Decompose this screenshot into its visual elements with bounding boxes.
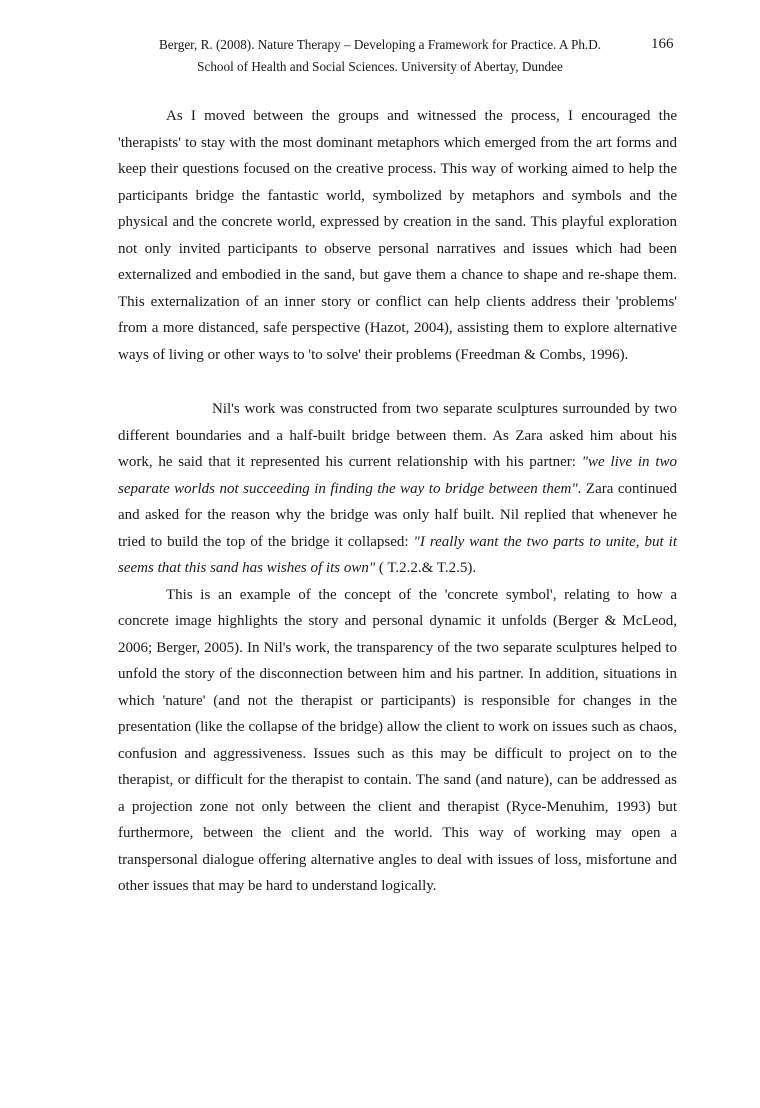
header-citation: Berger, R. (2008). Nature Therapy – Developing a Framework for Practice. A Ph.D.	[158, 37, 602, 52]
paragraph-2-text-2: . Zara continued and asked for the reason why the bridge was only half built. Nil replied that whenever he tried to build the top of the bridge it collapsed:	[118, 480, 678, 550]
paragraph-1: As I moved between the groups and witnessed the process, I encouraged the 'therapists' to stay with the most dominant metaphors which emerged from the art forms and keep their questions focused on the creative process. This way of working aimed to help the participants bridge the fantastic world, symbolized by metaphors and symbols and the physical and the concrete world, expressed by creation in the sand. This playful exploration not only invited participants to observe personal narratives and issues which had been externalized and embodied in the sand, but gave them a chance to shape and re-shape them. This externalization of an inner story or conflict can help clients address their 'problems' from a more distanced, safe perspective (Hazot, 2004), assisting them to explore alternative ways of living or other ways to 'to solve' their problems (Freedman & Combs, 1996).	[118, 108, 677, 363]
paragraph-3: This is an example of the concept of the 'concrete symbol', relating to how a concrete image highlights the story and personal dynamic it unfolds (Berger & McLeod, 2006; Berger, 2005). In Nil's work, the transparency of the two separate sculptures helped to unfold the story of the disconnection between him and his partner. In addition, situations in which 'nature' (and not the therapist or participants) is responsible for changes in the presentation (like the collapse of the bridge) allow the client to work on issues such as chaos, confusion and aggressiveness. Issues such as this may be difficult to project on to the therapist, or difficult for the therapist to contain. The sand (and nature), can be addressed as a projection zone not only between the client and therapist (Ryce-Menuhim, 1993) but furthermore, between the client and the world. This way of working may open a transpersonal dialogue offering alternative angles to deal with issues of loss, misfortune and other issues that may be hard to understand logically.	[118, 586, 677, 894]
paragraph-2-text-3: ( T.2.2.& T.2.5).	[375, 560, 477, 576]
header-institution: School of Health and Social Sciences. University of Abertay, Dundee	[197, 59, 563, 74]
page-number: 166	[651, 36, 674, 52]
paragraph-2-text-1: Nil's work was constructed from two separate sculptures surrounded by two different boundaries and a half-built bridge between them. As Zara asked him about his work, he said that it represented his current relationship with his partner:	[118, 401, 677, 470]
quote-separate-worlds: "we live in two separate worlds not succeeding in finding the way to bridge between them"	[118, 454, 678, 497]
quote-sand-wishes: "I really want the two parts to unite, but it seems that this sand has wishes of its own"	[118, 533, 677, 576]
body-text	[118, 103, 677, 900]
paragraph-2	[118, 396, 677, 582]
running-header	[0, 34, 760, 78]
